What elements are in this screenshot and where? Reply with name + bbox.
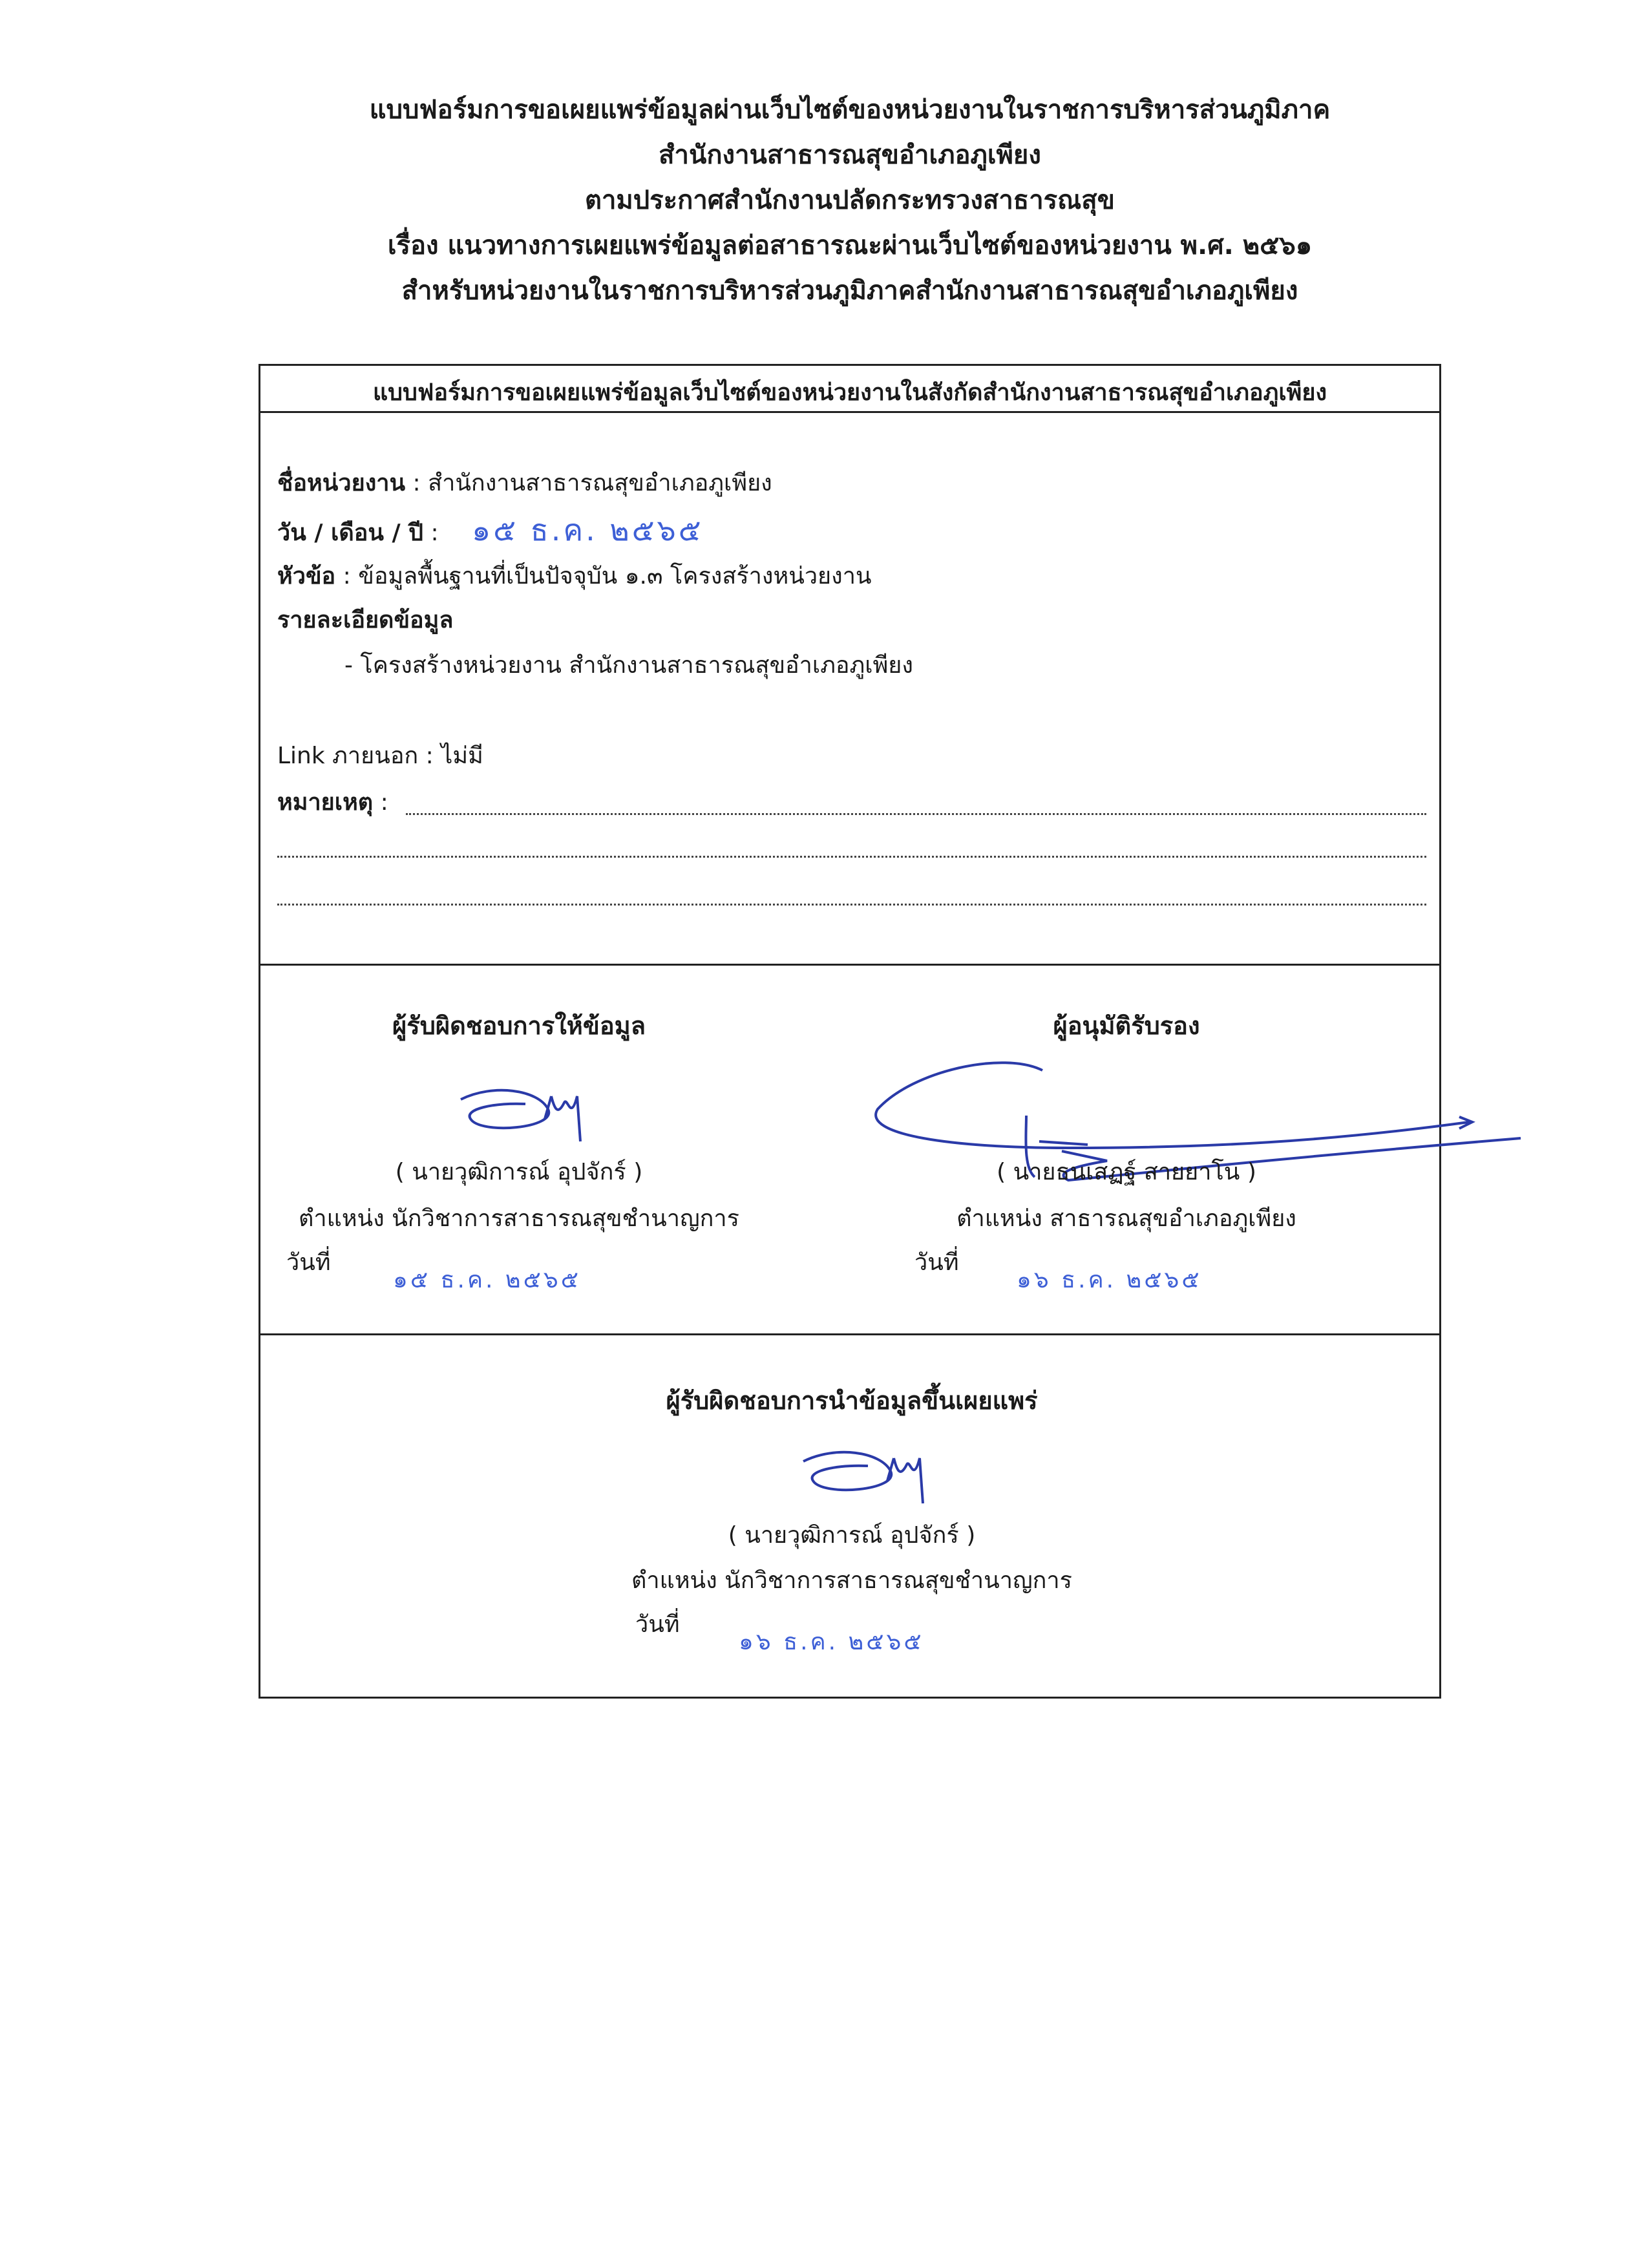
publisher-heading: ผู้รับผิดชอบการนำข้อมูลขึ้นเผยแพร่ <box>666 1386 1038 1415</box>
header-line-3: ตามประกาศสำนักงานปลัดกระทรวงสาธารณสุข <box>584 185 1115 215</box>
unit-row <box>277 468 772 499</box>
publisher-divider <box>260 1333 1439 1335</box>
note-sep: : <box>373 789 388 816</box>
link-row <box>277 741 483 772</box>
topic-value: : ข้อมูลพื้นฐานที่เป็นปัจจุบัน ๑.๓ โครงสร้างหน่วยงาน <box>335 563 872 589</box>
detail-value: - โครงสร้างหน่วยงาน สำนักงานสาธารณสุขอำเภอภูเพียง <box>344 652 913 679</box>
header-line-2: สำนักงานสาธารณสุขอำเภอภูเพียง <box>659 140 1041 170</box>
request-form <box>259 364 1441 1699</box>
date-handwritten: ๑๕ ธ.ค. ๒๕๖๕ <box>472 513 704 547</box>
topic-label: หัวข้อ <box>277 563 336 589</box>
date-sep: : <box>423 520 447 546</box>
date-row <box>277 514 704 549</box>
note-dotted-line-3 <box>277 904 1426 906</box>
detail-label-row <box>277 605 453 636</box>
publisher-position: ตำแหน่ง นักวิชาการสาธารณสุขชำนาญการ <box>631 1567 1072 1594</box>
note-dotted-line-2 <box>277 856 1426 858</box>
approver-date-label: วันที่ <box>914 1249 959 1276</box>
signature-divider <box>260 964 1439 966</box>
publisher-signature <box>797 1445 945 1503</box>
provider-position: ตำแหน่ง นักวิชาการสาธารณสุขชำนาญการ <box>299 1205 739 1232</box>
header-line-1: แบบฟอร์มการขอเผยแพร่ข้อมูลผ่านเว็บไซต์ของหน่วยงานในราชการบริหารส่วนภูมิภาค <box>369 95 1331 125</box>
publisher-date-label: วันที่ <box>635 1611 680 1638</box>
provider-name: ( นายวุฒิการณ์ อุปจักร์ ) <box>395 1159 643 1185</box>
header-line-5: สำหรับหน่วยงานในราชการบริหารส่วนภูมิภาคสำนักงานสาธารณสุขอำเภอภูเพียง <box>401 276 1298 306</box>
detail-label: รายละเอียดข้อมูล <box>277 607 454 633</box>
provider-date-handwritten: ๑๕ ธ.ค. ๒๕๖๕ <box>393 1267 581 1293</box>
approver-name: ( นายธนเสฏฐ์ สายยาโน ) <box>997 1159 1256 1185</box>
note-label: หมายเหตุ <box>277 789 374 816</box>
provider-signature <box>454 1083 603 1141</box>
header-line-4: เรื่อง แนวทางการเผยแพร่ข้อมูลต่อสาธารณะผ่านเว็บไซต์ของหน่วยงาน พ.ศ. ๒๕๖๑ <box>387 231 1313 260</box>
document-header <box>0 87 1648 313</box>
note-dotted-line-1 <box>406 813 1426 815</box>
date-label: วัน / เดือน / ปี <box>277 520 424 546</box>
topic-row <box>277 561 872 592</box>
approver-date-handwritten: ๑๖ ธ.ค. ๒๕๖๕ <box>1017 1267 1202 1293</box>
unit-value: : สำนักงานสาธารณสุขอำเภอภูเพียง <box>405 470 772 496</box>
provider-heading: ผู้รับผิดชอบการให้ข้อมูล <box>392 1012 646 1040</box>
link-label: Link ภายนอก <box>277 743 419 769</box>
title-divider <box>260 411 1439 413</box>
note-row <box>277 787 388 818</box>
provider-date-label: วันที่ <box>286 1249 331 1276</box>
link-value: : ไม่มี <box>418 743 483 769</box>
approver-heading: ผู้อนุมัติรับรอง <box>1053 1012 1200 1040</box>
form-title: แบบฟอร์มการขอเผยแพร่ข้อมูลเว็บไซต์ของหน่วยงานในสังกัดสำนักงานสาธารณสุขอำเภอภูเพียง <box>372 379 1327 406</box>
unit-label: ชื่อหน่วยงาน <box>277 470 406 496</box>
publisher-date-handwritten: ๑๖ ธ.ค. ๒๕๖๕ <box>739 1629 924 1655</box>
approver-position: ตำแหน่ง สาธารณสุขอำเภอภูเพียง <box>956 1205 1296 1232</box>
publisher-name: ( นายวุฒิการณ์ อุปจักร์ ) <box>728 1522 976 1549</box>
